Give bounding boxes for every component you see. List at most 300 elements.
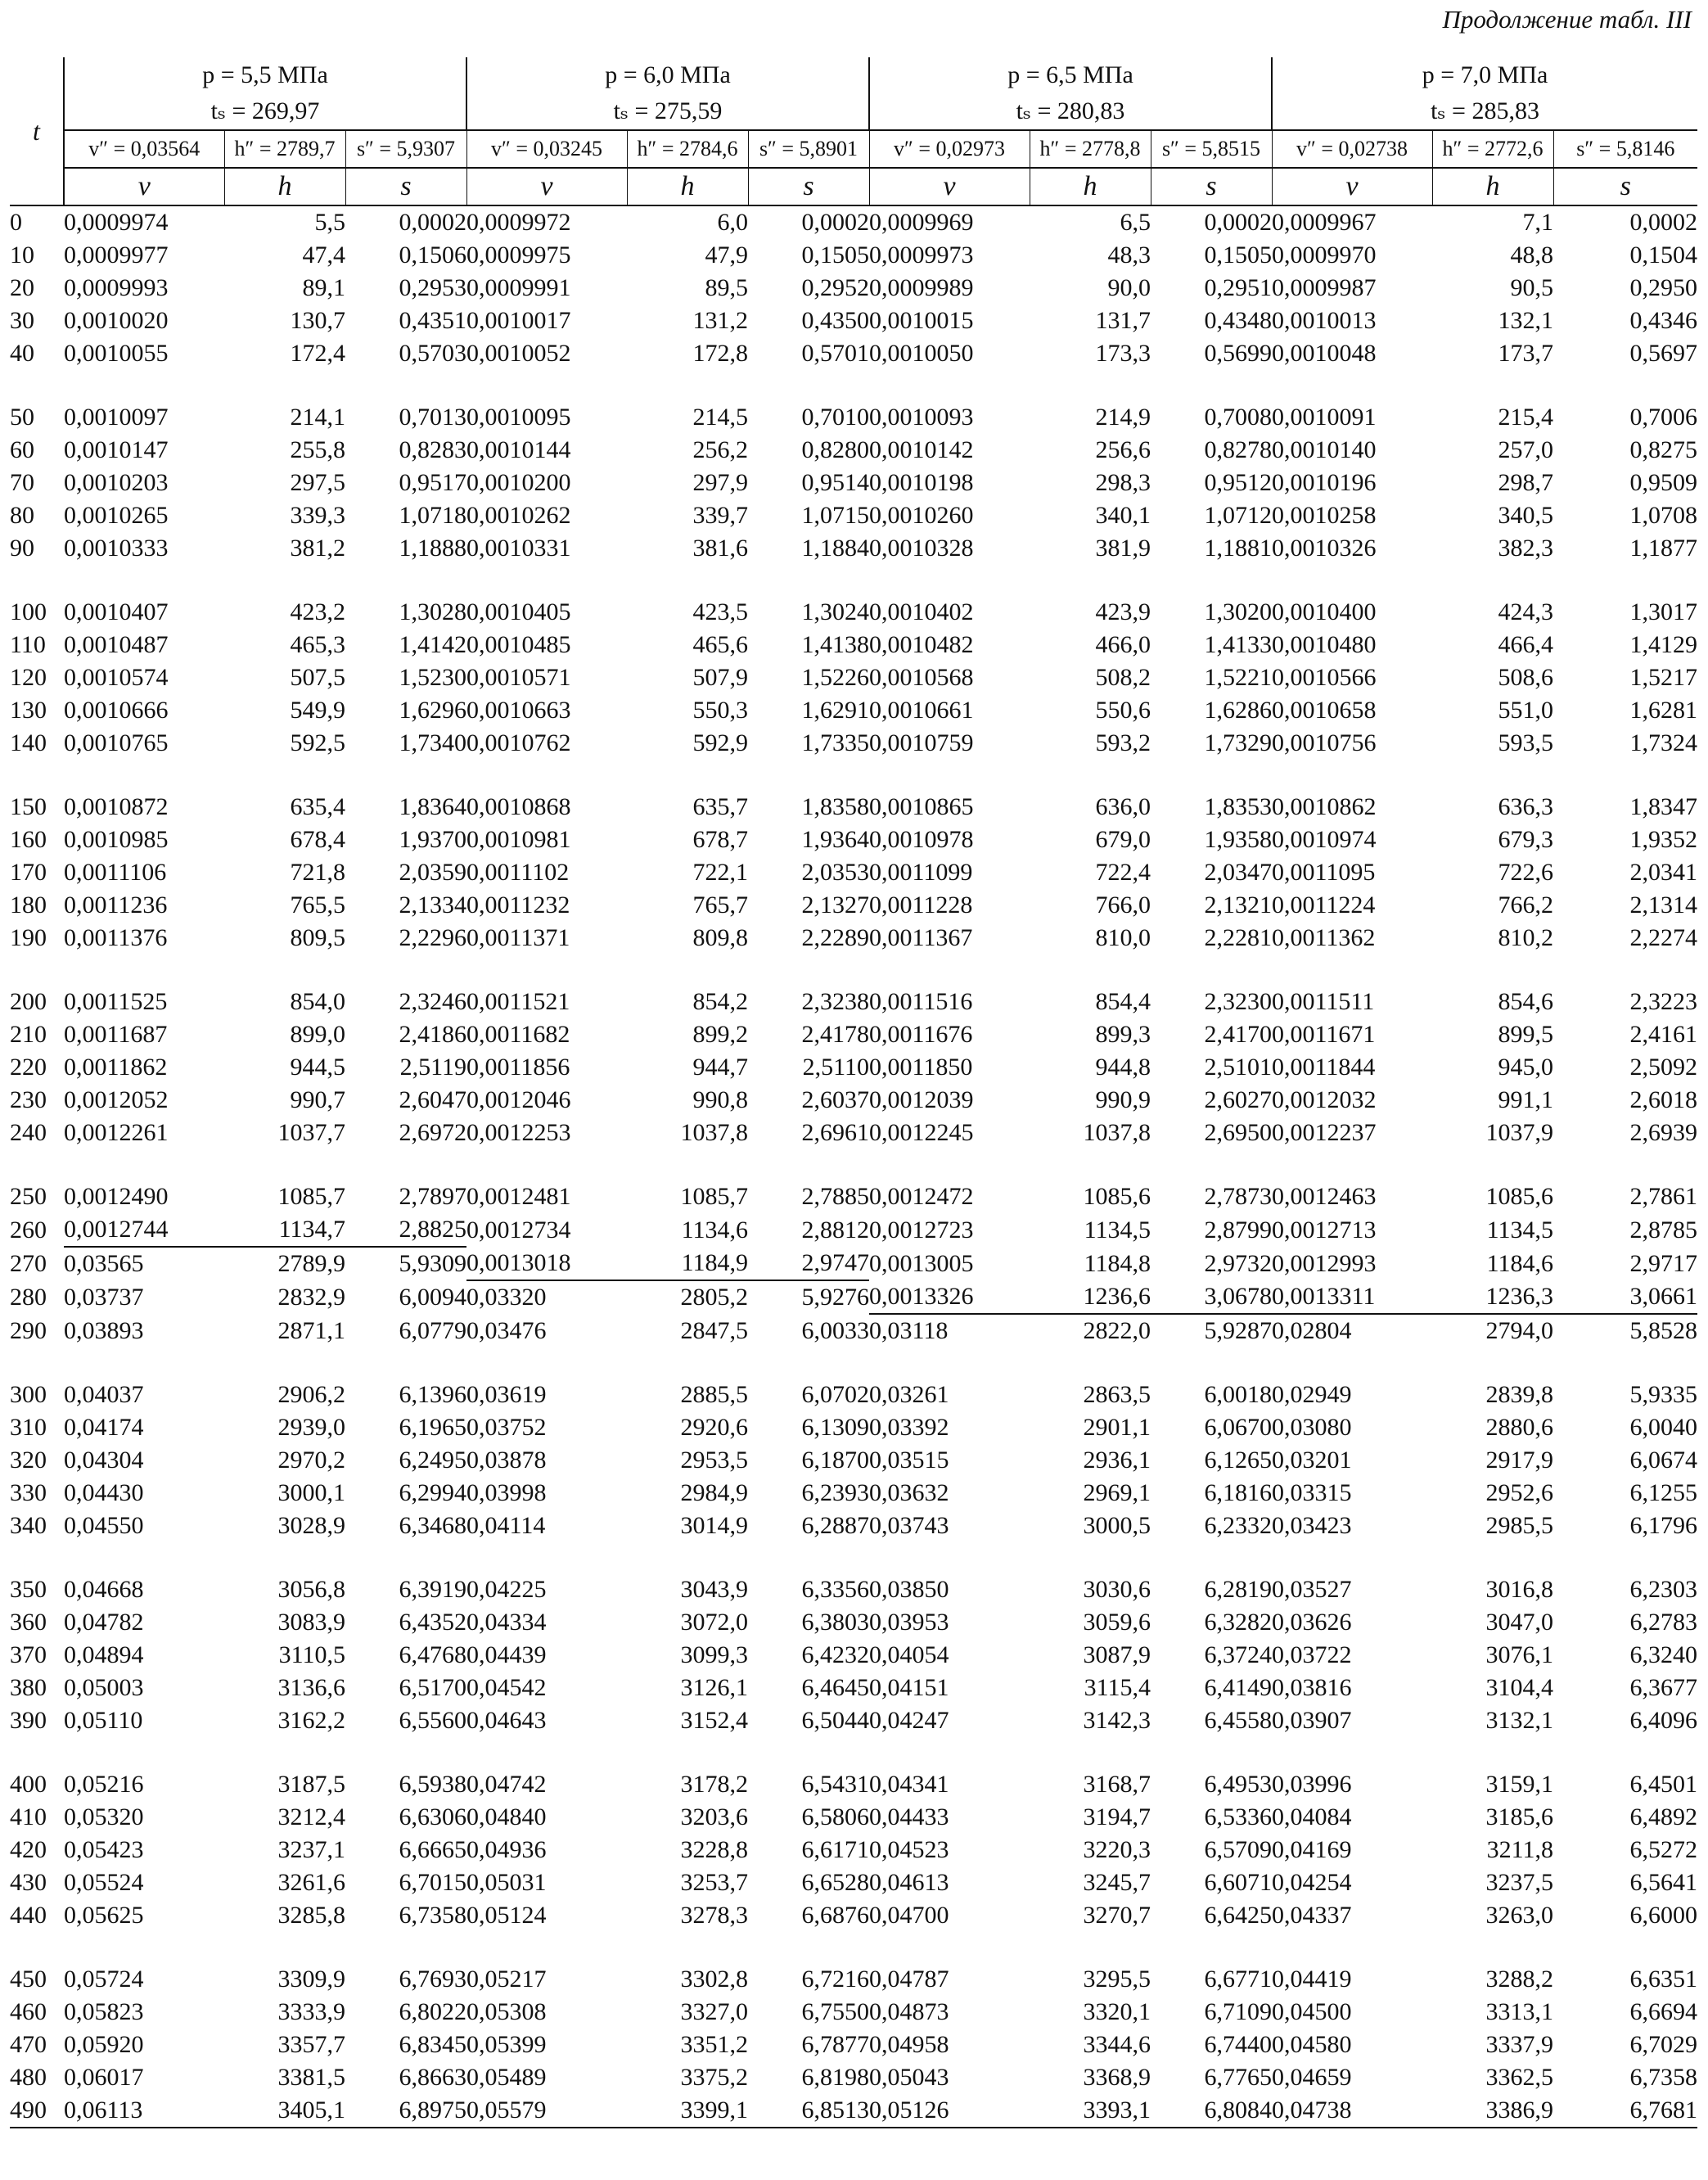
enthalpy-cell: 3344,6 <box>1083 2031 1151 2058</box>
entropy-cell: 2,6961 <box>801 1119 869 1146</box>
enthalpy-cell: 3333,9 <box>277 1998 345 2025</box>
specific-volume-cell: 0,0010333 <box>64 535 169 562</box>
temperature-cell: 260 <box>10 1216 47 1243</box>
specific-volume-cell: 0,04430 <box>64 1479 144 1506</box>
enthalpy-cell: 810,2 <box>1498 924 1553 951</box>
specific-volume-cell: 0,05579 <box>466 2094 627 2128</box>
enthalpy-cell: 3168,7 <box>1083 1771 1151 1798</box>
specific-volume-cell: 0,04523 <box>869 1836 949 1863</box>
entropy-cell: 6,8663 <box>399 2064 466 2091</box>
specific-volume-cell: 0,0010568 <box>869 664 974 691</box>
entropy-cell: 2,1314 <box>1629 891 1698 918</box>
entropy-cell: 1,1884 <box>801 535 869 562</box>
temperature-cell: 70 <box>10 469 34 496</box>
group-header-4 <box>1272 57 1697 130</box>
enthalpy-cell: 255,8 <box>290 436 345 463</box>
entropy-cell: 1,6281 <box>1629 697 1698 724</box>
entropy-cell: 6,1796 <box>1629 1512 1698 1539</box>
specific-volume-cell: 0,0010765 <box>64 729 169 756</box>
entropy-cell: 6,3282 <box>1204 1609 1272 1636</box>
specific-volume-cell: 0,05003 <box>64 1674 144 1701</box>
entropy-cell: 2,3230 <box>1204 988 1272 1015</box>
specific-volume-cell: 0,03619 <box>466 1381 547 1408</box>
enthalpy-cell: 132,1 <box>1498 307 1553 334</box>
table-row <box>10 1018 1697 1051</box>
specific-volume-cell: 0,0009967 <box>1272 209 1377 236</box>
specific-volume-cell: 0,03850 <box>869 1576 949 1603</box>
table-row <box>10 1247 1697 1280</box>
enthalpy-cell: 297,9 <box>692 469 748 496</box>
temperature-cell: 120 <box>10 664 47 691</box>
specific-volume-cell: 0,06017 <box>64 2064 144 2091</box>
enthalpy-cell: 810,0 <box>1095 924 1151 951</box>
entropy-cell: 1,6291 <box>801 697 869 724</box>
enthalpy-cell: 172,4 <box>290 340 345 367</box>
temperature-cell: 420 <box>10 1836 47 1863</box>
enthalpy-cell: 381,9 <box>1095 535 1151 562</box>
entropy-cell: 0,8280 <box>801 436 869 463</box>
specific-volume-cell: 0,02804 <box>1272 1317 1352 1344</box>
enthalpy-cell: 507,9 <box>692 664 748 691</box>
specific-volume-cell: 0,04247 <box>869 1707 949 1734</box>
entropy-cell: 6,2393 <box>801 1479 869 1506</box>
entropy-cell: 6,6528 <box>801 1869 869 1896</box>
entropy-cell: 2,3238 <box>801 988 869 1015</box>
enthalpy-cell: 3099,3 <box>680 1641 748 1668</box>
enthalpy-cell: 636,0 <box>1095 793 1151 820</box>
specific-volume-cell: 0,0010759 <box>869 729 974 756</box>
table-row <box>10 337 1697 370</box>
column-h-header: h <box>1432 168 1553 205</box>
table-row <box>10 824 1697 856</box>
entropy-cell: 6,8513 <box>748 2094 869 2128</box>
temperature-cell: 440 <box>10 1902 47 1929</box>
entropy-cell: 6,2495 <box>399 1447 466 1474</box>
entropy-cell: 1,9364 <box>801 826 869 853</box>
table-row <box>10 1347 1697 1411</box>
temperature-cell: 140 <box>10 729 47 756</box>
enthalpy-cell: 6,0 <box>717 209 748 236</box>
table-row <box>10 1996 1697 2029</box>
temperature-cell: 30 <box>10 307 34 334</box>
specific-volume-cell: 0,0009989 <box>869 274 974 301</box>
entropy-cell: 2,5110 <box>802 1054 869 1081</box>
specific-volume-cell: 0,0010862 <box>1272 793 1377 820</box>
specific-volume-cell: 0,0010487 <box>64 631 169 658</box>
entropy-cell: 6,0033 <box>801 1316 869 1344</box>
specific-volume-cell: 0,04334 <box>466 1609 547 1636</box>
specific-volume-cell: 0,03476 <box>466 1316 547 1344</box>
enthalpy-cell: 2847,5 <box>680 1316 748 1344</box>
entropy-cell: 0,8275 <box>1629 436 1698 463</box>
entropy-cell: 0,1504 <box>1629 241 1698 269</box>
specific-volume-cell: 0,0012261 <box>64 1119 169 1146</box>
temperature-cell: 370 <box>10 1641 47 1668</box>
entropy-cell: 6,4953 <box>1204 1771 1272 1798</box>
entropy-cell: 6,6694 <box>1629 1998 1698 2025</box>
specific-volume-cell: 0,0010571 <box>466 664 571 691</box>
enthalpy-cell: 424,3 <box>1498 598 1553 625</box>
enthalpy-cell: 899,2 <box>692 1021 748 1048</box>
enthalpy-cell: 2880,6 <box>1485 1414 1553 1441</box>
enthalpy-cell: 130,7 <box>290 307 345 334</box>
entropy-cell: 6,7109 <box>1204 1998 1272 2025</box>
entropy-cell: 1,4129 <box>1629 631 1698 658</box>
entropy-cell: 2,8825 <box>345 1213 466 1247</box>
column-s-header: s <box>748 168 869 205</box>
enthalpy-cell: 2920,6 <box>680 1414 748 1441</box>
specific-volume-cell: 0,05216 <box>64 1771 144 1798</box>
temperature-cell: 470 <box>10 2031 47 2058</box>
enthalpy-cell: 89,5 <box>705 274 748 301</box>
specific-volume-cell: 0,0012481 <box>466 1183 571 1210</box>
enthalpy-cell: 3337,9 <box>1485 2031 1553 2058</box>
enthalpy-cell: 2906,2 <box>277 1381 345 1408</box>
entropy-cell: 1,0712 <box>1204 502 1272 529</box>
entropy-cell: 6,8345 <box>399 2031 466 2058</box>
entropy-cell: 6,6171 <box>801 1836 869 1863</box>
entropy-cell: 0,0002 <box>399 209 466 236</box>
specific-volume-cell: 0,0009972 <box>466 209 571 236</box>
entropy-cell: 0,5699 <box>1204 340 1272 367</box>
entropy-cell: 1,9352 <box>1629 826 1698 853</box>
group-header-2 <box>466 57 869 130</box>
specific-volume-cell: 0,02949 <box>1272 1381 1352 1408</box>
entropy-cell: 1,9370 <box>399 826 466 853</box>
entropy-cell: 1,9358 <box>1204 826 1272 853</box>
entropy-cell: 2,2281 <box>1204 924 1272 951</box>
entropy-cell: 1,7324 <box>1629 729 1698 756</box>
temperature-cell: 160 <box>10 826 47 853</box>
entropy-cell: 2,4186 <box>399 1021 466 1048</box>
entropy-cell: 1,3017 <box>1629 598 1698 625</box>
specific-volume-cell: 0,04550 <box>64 1512 144 1539</box>
specific-volume-cell: 0,04613 <box>869 1869 949 1896</box>
entropy-cell: 6,3677 <box>1629 1674 1698 1701</box>
sat-v-header: v″ = 0,02973 <box>869 130 1030 168</box>
specific-volume-cell: 0,0011862 <box>64 1054 168 1081</box>
specific-volume-cell: 0,03565 <box>64 1250 144 1277</box>
entropy-cell: 6,0670 <box>1204 1414 1272 1441</box>
specific-volume-cell: 0,03816 <box>1272 1674 1352 1701</box>
entropy-cell: 6,3803 <box>801 1609 869 1636</box>
enthalpy-cell: 3220,3 <box>1083 1836 1151 1863</box>
temperature-cell: 90 <box>10 535 34 562</box>
enthalpy-cell: 990,7 <box>290 1086 345 1113</box>
temperature-cell: 100 <box>10 598 47 625</box>
enthalpy-cell: 678,4 <box>290 826 345 853</box>
table-row <box>10 694 1697 727</box>
enthalpy-cell: 3087,9 <box>1083 1641 1151 1668</box>
enthalpy-cell: 3028,9 <box>277 1512 345 1539</box>
column-v-header: v <box>1272 168 1432 205</box>
entropy-cell: 1,0718 <box>399 502 466 529</box>
specific-volume-cell: 0,0010405 <box>466 598 571 625</box>
enthalpy-cell: 2984,9 <box>680 1479 748 1506</box>
specific-volume-cell: 0,0010091 <box>1272 404 1377 431</box>
entropy-cell: 6,8975 <box>345 2094 466 2128</box>
saturation-temp-label: tₛ = 280,83 <box>1016 97 1125 124</box>
specific-volume-cell: 0,0011228 <box>869 891 973 918</box>
enthalpy-cell: 3076,1 <box>1485 1641 1553 1668</box>
enthalpy-cell: 2863,5 <box>1083 1381 1151 1408</box>
entropy-cell: 5,9276 <box>801 1284 869 1311</box>
table-row <box>10 434 1697 467</box>
temperature-cell: 390 <box>10 1707 47 1734</box>
entropy-cell: 1,1888 <box>399 535 466 562</box>
enthalpy-cell: 3030,6 <box>1083 1576 1151 1603</box>
specific-volume-cell: 0,0011102 <box>466 859 570 886</box>
specific-volume-cell: 0,0010144 <box>466 436 571 463</box>
table-row <box>10 1213 1697 1247</box>
specific-volume-cell: 0,05524 <box>64 1869 144 1896</box>
enthalpy-cell: 899,5 <box>1498 1021 1553 1048</box>
specific-volume-cell: 0,0010756 <box>1272 729 1377 756</box>
specific-volume-cell: 0,03527 <box>1272 1576 1352 1603</box>
enthalpy-cell: 257,0 <box>1498 436 1553 463</box>
entropy-cell: 6,6071 <box>1204 1869 1272 1896</box>
entropy-cell: 3,0661 <box>1553 1280 1697 1314</box>
specific-volume-cell: 0,0011687 <box>64 1021 168 1048</box>
enthalpy-cell: 3351,2 <box>680 2031 748 2058</box>
entropy-cell: 6,4768 <box>399 1641 466 1668</box>
specific-volume-cell: 0,0011521 <box>466 988 570 1015</box>
specific-volume-cell: 0,0011236 <box>64 891 168 918</box>
specific-volume-cell: 0,0009975 <box>466 241 571 269</box>
entropy-cell: 6,0040 <box>1629 1414 1698 1441</box>
enthalpy-cell: 3194,7 <box>1083 1803 1151 1830</box>
specific-volume-cell: 0,04787 <box>869 1966 949 1993</box>
temperature-cell: 0 <box>10 209 22 236</box>
specific-volume-cell: 0,03261 <box>869 1381 949 1408</box>
enthalpy-cell: 3253,7 <box>680 1869 748 1896</box>
specific-volume-cell: 0,04169 <box>1272 1836 1352 1863</box>
enthalpy-cell: 3263,0 <box>1485 1902 1553 1929</box>
entropy-cell: 6,1255 <box>1629 1479 1698 1506</box>
enthalpy-cell: 1037,7 <box>277 1119 345 1146</box>
specific-volume-cell: 0,0012723 <box>869 1216 974 1243</box>
enthalpy-cell: 47,4 <box>302 241 345 269</box>
specific-volume-cell: 0,0012039 <box>869 1086 974 1113</box>
entropy-cell: 0,4346 <box>1629 307 1698 334</box>
entropy-cell: 6,5938 <box>399 1771 466 1798</box>
table-body <box>10 205 1697 2128</box>
enthalpy-cell: 636,3 <box>1498 793 1553 820</box>
specific-volume-cell: 0,0009993 <box>64 274 169 301</box>
specific-volume-cell: 0,03392 <box>869 1414 949 1441</box>
entropy-cell: 5,9335 <box>1629 1381 1698 1408</box>
entropy-cell: 1,5217 <box>1629 664 1698 691</box>
entropy-cell: 0,5703 <box>399 340 466 367</box>
enthalpy-cell: 2805,2 <box>680 1284 748 1311</box>
enthalpy-cell: 47,9 <box>705 241 748 269</box>
specific-volume-cell: 0,0010140 <box>1272 436 1377 463</box>
specific-volume-cell: 0,04304 <box>64 1447 144 1474</box>
enthalpy-cell: 2839,8 <box>1485 1381 1553 1408</box>
table-row <box>10 1639 1697 1672</box>
table-row <box>10 760 1697 824</box>
enthalpy-cell: 1236,3 <box>1432 1280 1553 1314</box>
column-h-header: h <box>224 168 345 205</box>
enthalpy-cell: 340,5 <box>1498 502 1553 529</box>
specific-volume-cell: 0,0011371 <box>466 924 570 951</box>
specific-volume-cell: 0,03737 <box>64 1283 144 1311</box>
specific-volume-cell: 0,0012253 <box>466 1119 571 1146</box>
specific-volume-cell: 0,05217 <box>466 1966 547 1993</box>
enthalpy-cell: 854,6 <box>1498 988 1553 1015</box>
specific-volume-cell: 0,04643 <box>466 1707 547 1734</box>
enthalpy-cell: 854,4 <box>1095 988 1151 1015</box>
entropy-cell: 2,8812 <box>801 1216 869 1243</box>
entropy-cell: 6,7765 <box>1204 2064 1272 2091</box>
enthalpy-cell: 3187,5 <box>277 1771 345 1798</box>
specific-volume-cell: 0,0011682 <box>466 1021 570 1048</box>
entropy-cell: 2,6950 <box>1204 1119 1272 1146</box>
specific-volume-cell: 0,0010196 <box>1272 469 1377 496</box>
column-v-header: v <box>869 168 1030 205</box>
entropy-cell: 6,6351 <box>1629 1966 1698 1993</box>
entropy-cell: 1,4133 <box>1204 631 1272 658</box>
entropy-cell: 6,5641 <box>1629 1869 1698 1896</box>
table-row <box>10 922 1697 955</box>
specific-volume-cell: 0,05110 <box>64 1707 143 1734</box>
specific-volume-cell: 0,0013311 <box>1272 1280 1432 1314</box>
pressure-label: p = 6,5 МПа <box>1007 61 1133 88</box>
table-row <box>10 305 1697 337</box>
entropy-cell: 0,0002 <box>1629 209 1698 236</box>
entropy-cell: 6,4645 <box>801 1674 869 1701</box>
entropy-cell: 6,8022 <box>399 1998 466 2025</box>
sat-s-header: s″ = 5,8146 <box>1553 130 1697 168</box>
specific-volume-cell: 0,04084 <box>1272 1803 1352 1830</box>
specific-volume-cell: 0,0012032 <box>1272 1086 1377 1113</box>
specific-volume-cell: 0,0010260 <box>869 502 974 529</box>
enthalpy-cell: 3083,9 <box>277 1609 345 1636</box>
specific-volume-cell: 0,03423 <box>1272 1512 1352 1539</box>
entropy-cell: 2,5119 <box>399 1054 466 1081</box>
enthalpy-cell: 3270,7 <box>1083 1902 1151 1929</box>
enthalpy-cell: 551,0 <box>1498 697 1553 724</box>
entropy-cell: 6,0018 <box>1204 1381 1272 1408</box>
entropy-cell: 0,7013 <box>399 404 466 431</box>
specific-volume-cell: 0,0009969 <box>869 209 974 236</box>
entropy-cell: 0,4348 <box>1204 307 1272 334</box>
temperature-cell: 410 <box>10 1803 47 1830</box>
specific-volume-cell: 0,0010407 <box>64 598 169 625</box>
table-row <box>10 1510 1697 1542</box>
entropy-cell: 6,3724 <box>1204 1641 1272 1668</box>
enthalpy-cell: 765,5 <box>290 891 345 918</box>
temperature-cell: 10 <box>10 241 34 269</box>
enthalpy-cell: 2952,6 <box>1485 1479 1553 1506</box>
entropy-cell: 0,7010 <box>801 404 869 431</box>
entropy-cell: 2,9732 <box>1204 1249 1272 1277</box>
entropy-cell: 2,7873 <box>1204 1183 1272 1210</box>
enthalpy-cell: 1184,6 <box>1486 1249 1553 1277</box>
temperature-cell: 290 <box>10 1316 47 1344</box>
specific-volume-cell: 0,04700 <box>869 1902 949 1929</box>
entropy-cell: 2,6047 <box>399 1086 466 1113</box>
entropy-cell: 6,5170 <box>399 1674 466 1701</box>
entropy-cell: 6,2994 <box>399 1479 466 1506</box>
specific-volume-cell: 0,0009970 <box>1272 241 1377 269</box>
table-row <box>10 272 1697 305</box>
specific-volume-cell: 0,04037 <box>64 1381 144 1408</box>
pressure-label: p = 7,0 МПа <box>1422 61 1548 88</box>
enthalpy-cell: 507,5 <box>290 664 345 691</box>
specific-volume-cell: 0,0010265 <box>64 502 169 529</box>
temperature-cell: 460 <box>10 1998 47 2025</box>
entropy-cell: 1,8364 <box>399 793 466 820</box>
enthalpy-cell: 381,6 <box>692 535 748 562</box>
entropy-cell: 1,3024 <box>801 598 869 625</box>
specific-volume-cell: 0,04840 <box>466 1803 547 1830</box>
specific-volume-cell: 0,03998 <box>466 1479 547 1506</box>
specific-volume-cell: 0,0011095 <box>1272 859 1376 886</box>
specific-volume-cell: 0,0009977 <box>64 241 169 269</box>
specific-volume-cell: 0,0010981 <box>466 826 571 853</box>
entropy-cell: 1,3028 <box>399 598 466 625</box>
enthalpy-cell: 48,8 <box>1510 241 1553 269</box>
entropy-cell: 6,6665 <box>399 1836 466 1863</box>
entropy-cell: 2,8785 <box>1629 1216 1698 1243</box>
specific-volume-cell: 0,0010762 <box>466 729 571 756</box>
enthalpy-cell: 3110,5 <box>278 1641 345 1668</box>
enthalpy-cell: 2970,2 <box>277 1447 345 1474</box>
entropy-cell: 2,7885 <box>801 1183 869 1210</box>
enthalpy-cell: 508,6 <box>1498 664 1553 691</box>
entropy-cell: 6,8198 <box>801 2064 869 2091</box>
entropy-cell: 6,5560 <box>399 1707 466 1734</box>
entropy-cell: 1,5230 <box>399 664 466 691</box>
table-row <box>10 1801 1697 1834</box>
entropy-cell: 2,1334 <box>399 891 466 918</box>
enthalpy-cell: 766,0 <box>1095 891 1151 918</box>
specific-volume-cell: 0,0010097 <box>64 404 169 431</box>
enthalpy-cell: 1184,8 <box>1084 1249 1151 1277</box>
enthalpy-cell: 944,8 <box>1095 1054 1151 1081</box>
specific-volume-cell: 0,05124 <box>466 1902 547 1929</box>
specific-volume-cell: 0,04936 <box>466 1836 547 1863</box>
specific-volume-cell: 0,0010050 <box>869 340 974 367</box>
entropy-cell: 1,8353 <box>1204 793 1272 820</box>
table-row <box>10 1477 1697 1510</box>
entropy-cell: 6,7358 <box>1629 2064 1698 2091</box>
specific-volume-cell: 0,0011232 <box>466 891 570 918</box>
entropy-cell: 2,7897 <box>399 1183 466 1210</box>
enthalpy-cell: 1134,6 <box>681 1216 748 1243</box>
entropy-cell: 2,1321 <box>1204 891 1272 918</box>
specific-volume-cell: 0,03626 <box>1272 1609 1352 1636</box>
enthalpy-cell: 3056,8 <box>277 1576 345 1603</box>
enthalpy-cell: 423,2 <box>290 598 345 625</box>
entropy-cell: 6,6000 <box>1629 1902 1698 1929</box>
specific-volume-cell: 0,0012237 <box>1272 1119 1377 1146</box>
enthalpy-cell: 593,5 <box>1498 729 1553 756</box>
entropy-cell: 1,4142 <box>399 631 466 658</box>
enthalpy-cell: 2885,5 <box>680 1381 748 1408</box>
group-header-1 <box>64 57 466 130</box>
enthalpy-cell: 90,5 <box>1510 274 1553 301</box>
entropy-cell: 1,5226 <box>801 664 869 691</box>
entropy-cell: 1,3020 <box>1204 598 1272 625</box>
entropy-cell: 6,2783 <box>1629 1609 1698 1636</box>
specific-volume-cell: 0,0010326 <box>1272 535 1377 562</box>
table-row <box>10 1866 1697 1899</box>
temperature-cell: 50 <box>10 404 34 431</box>
entropy-cell: 2,6037 <box>801 1086 869 1113</box>
temperature-cell: 270 <box>10 1249 47 1277</box>
